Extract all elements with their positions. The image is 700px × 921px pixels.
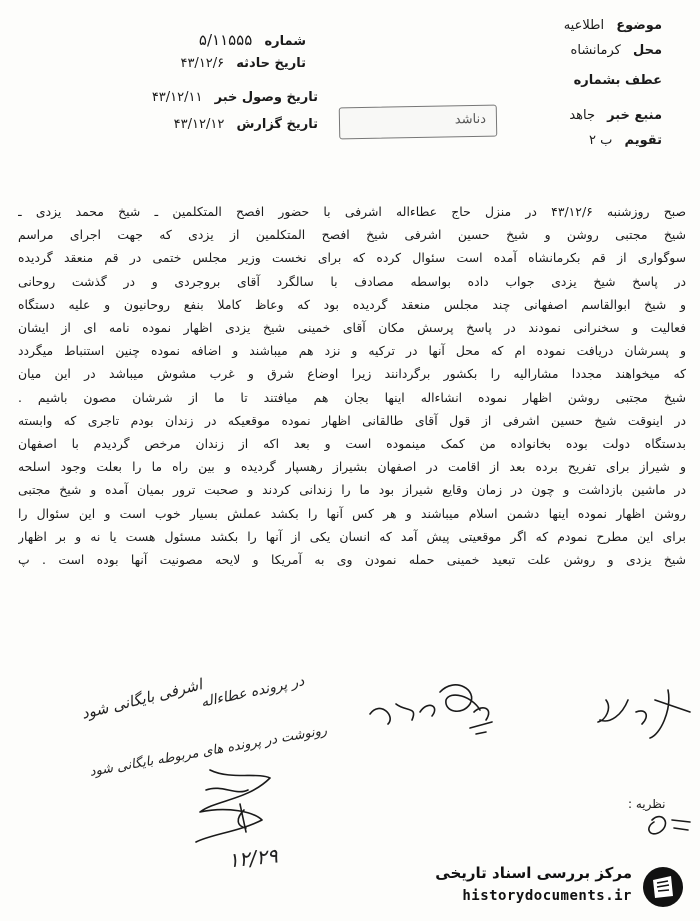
evaluation-value: ب ۲ (589, 133, 613, 148)
body-line: سوگواری از قم بکرمانشاه آمده است سئوال کرده که برای نخست وزیر مجلس ختمی در قم منعقد گردیده (18, 250, 686, 266)
body-line: در پاسخ شیخ یزدی جواب داده بواسطه مصادف با سالگرد آقای بروجردی و در گذشت روحانی (18, 273, 686, 289)
watermark-brand (418, 860, 692, 916)
subject-label: موضوع (616, 18, 662, 33)
body-line: در اینوقت شیخ حسین اشرفی از قول آقای طالقانی اظهار نموده موقعیکه در زندان بودم تاجری که وابسته (18, 412, 686, 428)
handwritten-note-2: اشرفی بایگانی شود (79, 675, 205, 723)
number-value: ۵/۱۱۵۵۵ (198, 31, 253, 49)
report-date-label: تاریخ گزارش (236, 117, 318, 132)
body-line: روشن اظهار نموده اینها دشمن اسلام میباشند و هر کس آنها را بکشد عملش بسیار خوب است و این سئوال را (18, 505, 686, 521)
watermark-url: historydocuments.ir (462, 888, 632, 904)
body-line: بدستگاه دولت بوده بخانواده من کمک مینموده است و بعد اکه از زندان مرخص گردیدم با اصفهان (18, 436, 686, 452)
handwritten-note-1: در پرونده عطاءاله (199, 673, 306, 711)
body-line: برای این مطرح نمودم که اگر موقعیتی پیش آمد که انسان یکی از آنها را بکشد مسئول هست یا نه و بر اظهار (18, 528, 686, 544)
body-line: فعالیت و سخنرانی نمودند در پاسخ پرسش مکان آقای خمینی شیخ یزدی اظهار نموده نامه ای از ایشان (18, 320, 686, 336)
body-line: و شیراز برای تفریح برده بعد از اقامت در اصفهان بشیراز رهسپار گردیده و بین راه ما را بعلت وجود اسلحه (18, 459, 686, 475)
body-line: که میخواهند مجددا مشارالیه را بکشور برگردانند زیرا اوضاع شرق و غرب مشوش میباشد در این میان (18, 366, 686, 382)
source-value: جاهد (569, 108, 596, 123)
event-date-label: تاریخ حادثه (236, 56, 306, 71)
subject-value: اطلاعیه (563, 18, 605, 33)
observation-label: نظریه : (628, 797, 666, 811)
stamp-text: دناشد (454, 111, 487, 128)
body-line: و شیخ ابوالقاسم اصفهانی چند مجلس منعقد گردیده بود که وعاظ کاملا بنفع روحانیون و علیه دستگاه (18, 296, 686, 312)
location-label: محل (632, 43, 662, 58)
event-date-value: ۴۳/۱۲/۶ (180, 56, 225, 71)
archive-logo-icon (640, 864, 686, 910)
watermark-title: مرکز بررسی اسناد تاریخی (435, 864, 632, 882)
handwritten-date: ۱۲/۲۹ (226, 843, 279, 873)
body-line: و پسرشان دریافت نموده ام که محل آنها در ترکیه و نزد هم میباشند و اضافه نموده چنین استنباط میگردد (18, 343, 686, 359)
body-line: شیخ یزدی و روشن علت تبعید خمینی حمله نمودن وی به آمریکا و لایحه مصونیت آنها بوده است . پ (18, 552, 686, 568)
body-line: در ماشین بازداشت و چون در زمان وقایع شیراز بود ما را زندانی کردند و صحبت ترور بمیان آمده و شیخ مجتبی (18, 482, 686, 498)
location-value: کرمانشاه (570, 43, 621, 58)
report-date-value: ۴۳/۱۲/۱۲ (173, 117, 225, 132)
source-label: منبع خبر (607, 108, 662, 123)
body-line: شیخ مجتبی روشن و شیخ حسین اشرفی شیخ افصح المتکلمین از یزدی که جهت اجرای مراسم (18, 227, 686, 243)
body-line: صبح روزشنبه ۴۳/۱۲/۶ در منزل حاج عطاءاله اشرفی با حضور افصح المتکلمین ـ شیخ محمد یزدی ـ (18, 204, 686, 219)
reference-label: عطف بشماره (573, 73, 662, 88)
receipt-date-label: تاریخ وصول خبر (214, 90, 318, 105)
number-label: شماره (264, 34, 306, 49)
evaluation-label: تقویم (624, 133, 662, 148)
handwritten-note-3: رونوشت در پرونده های مربوطه بایگانی شود (88, 723, 329, 780)
body-line: شیخ مجتبی روشن اظهار نموده انشاءاله اینها بجان هم میافتند تا ما از شرشان مصون باشیم . (18, 389, 686, 405)
receipt-date-value: ۴۳/۱۲/۱۱ (151, 90, 203, 105)
